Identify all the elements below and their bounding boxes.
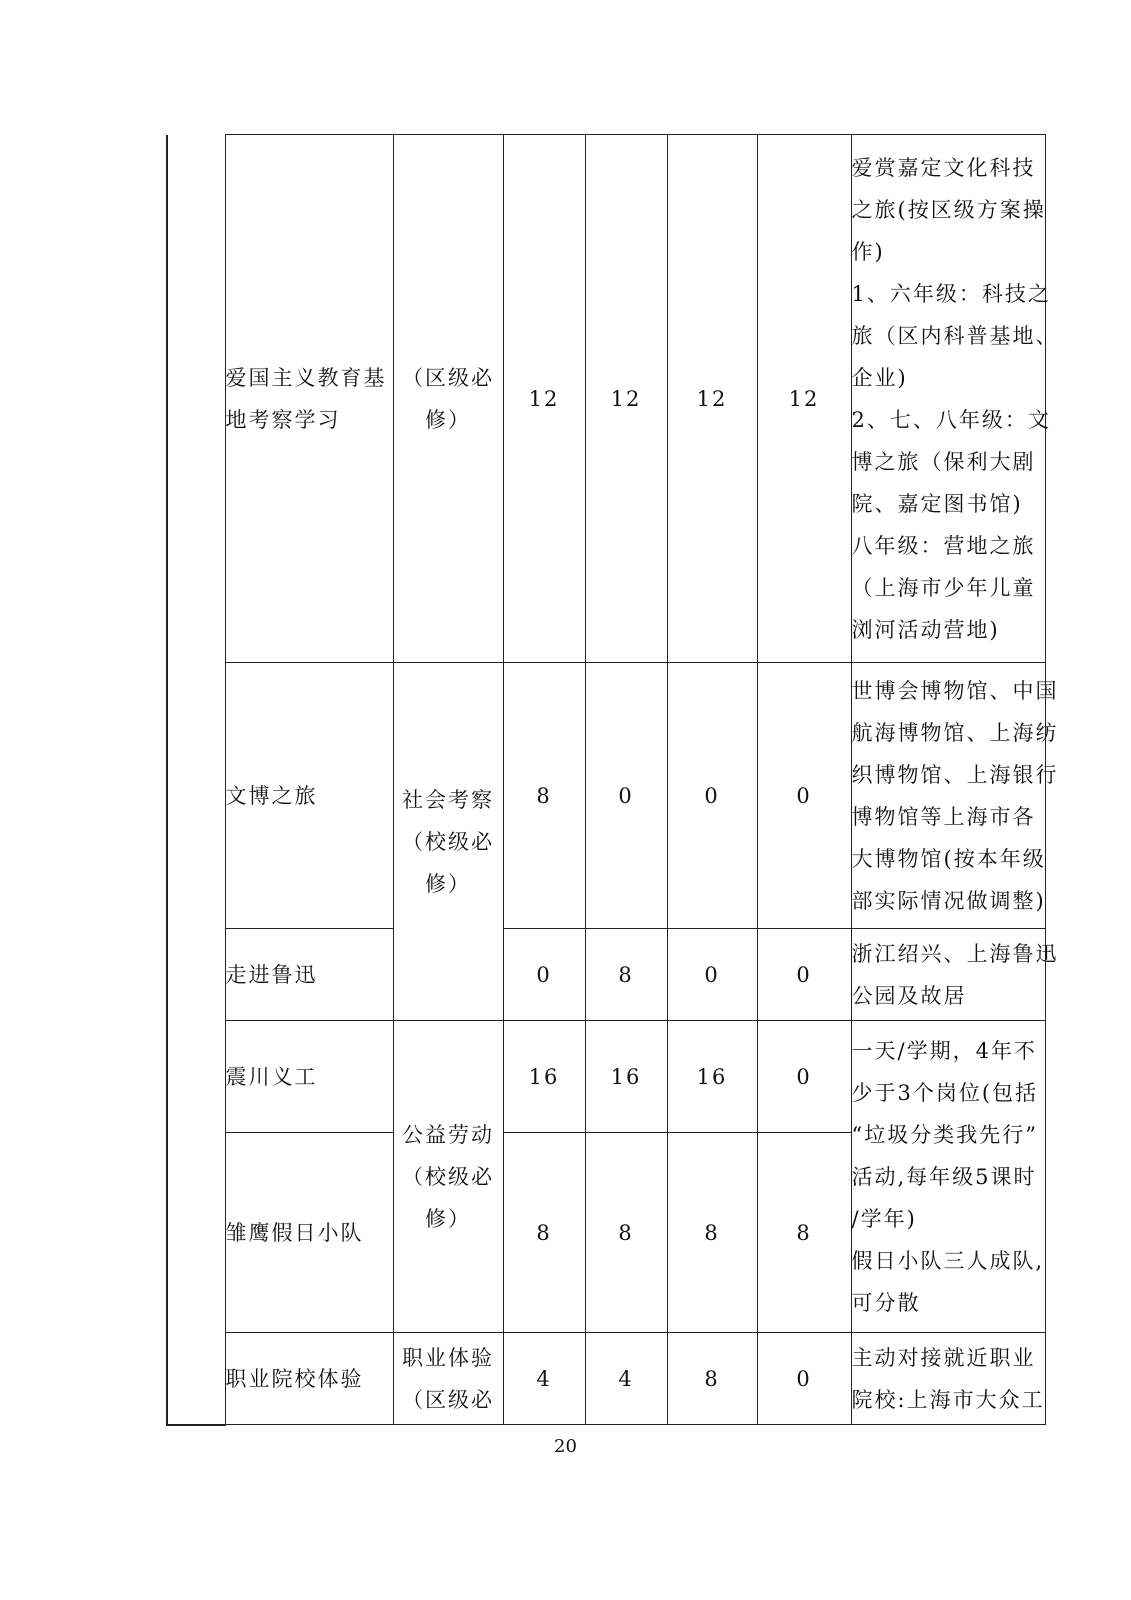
note-line: 航海博物馆、上海纺 bbox=[851, 720, 1059, 745]
note-cell bbox=[851, 135, 1059, 663]
activity-name-line: 爱国主义教育基 bbox=[225, 365, 387, 390]
table-row bbox=[167, 135, 1045, 663]
note-line: 少于3个岗位(包括 bbox=[851, 1080, 1039, 1105]
activity-name-cell: 雏鹰假日小队 bbox=[225, 1133, 393, 1333]
grade6-hours: 16 bbox=[503, 1021, 585, 1133]
activity-type-line: 职业体验 bbox=[402, 1345, 494, 1370]
grade8-hours: 16 bbox=[667, 1021, 757, 1133]
activity-name-cell: 走进鲁迅 bbox=[225, 929, 393, 1021]
grade6-hours: 0 bbox=[503, 929, 585, 1021]
note-line: 一天/学期，4年不 bbox=[851, 1038, 1037, 1063]
grade6-hours: 8 bbox=[503, 663, 585, 929]
note-line: 之旅(按区级方案操 bbox=[851, 197, 1046, 222]
activity-name-cell bbox=[225, 135, 393, 663]
course-table bbox=[166, 134, 1059, 1426]
grade9-hours: 8 bbox=[757, 1133, 851, 1333]
grade8-hours: 12 bbox=[667, 135, 757, 663]
grade9-hours: 0 bbox=[757, 1333, 851, 1425]
note-line: 织博物馆、上海银行 bbox=[851, 762, 1059, 787]
note-line: 1、六年级：科技之 bbox=[851, 281, 1051, 306]
table-row bbox=[167, 663, 1045, 929]
grade7-hours: 12 bbox=[585, 135, 667, 663]
activity-type-cell bbox=[393, 663, 503, 1021]
grade9-hours: 0 bbox=[757, 663, 851, 929]
table-row bbox=[167, 1333, 1045, 1425]
grade9-hours: 0 bbox=[757, 1021, 851, 1133]
note-cell bbox=[851, 929, 1059, 1021]
table-row bbox=[167, 929, 1045, 1021]
note-line: 院、嘉定图书馆) bbox=[851, 491, 1023, 516]
note-line: 大博物馆(按本年级 bbox=[851, 846, 1046, 871]
category-column bbox=[167, 135, 225, 1425]
grade7-hours: 0 bbox=[585, 663, 667, 929]
activity-name-cell: 职业院校体验 bbox=[225, 1333, 393, 1425]
table-row bbox=[167, 1021, 1045, 1133]
page-number: 20 bbox=[554, 1436, 577, 1457]
note-line: 活动,每年级5课时 bbox=[851, 1164, 1037, 1189]
note-line: 部实际情况做调整) bbox=[851, 888, 1046, 913]
activity-type-cell bbox=[393, 1021, 503, 1333]
note-line: 浙江绍兴、上海鲁迅 bbox=[851, 941, 1059, 966]
note-cell bbox=[851, 663, 1059, 929]
note-line: 主动对接就近职业 bbox=[851, 1345, 1036, 1370]
note-cell bbox=[851, 1333, 1045, 1425]
grade7-hours: 4 bbox=[585, 1333, 667, 1425]
note-line: /学年) bbox=[851, 1206, 917, 1231]
activity-type-cell bbox=[393, 135, 503, 663]
course-table-container bbox=[166, 134, 1059, 1426]
grade9-hours: 0 bbox=[757, 929, 851, 1021]
activity-type-line: 公益劳动 bbox=[402, 1122, 494, 1147]
note-line: 旅（区内科普基地、 bbox=[851, 323, 1059, 348]
note-line: “垃圾分类我先行” bbox=[851, 1122, 1038, 1147]
note-line: 博物馆等上海市各 bbox=[851, 804, 1036, 829]
note-line: 可分散 bbox=[851, 1290, 921, 1315]
activity-name-line: 地考察学习 bbox=[225, 407, 341, 432]
note-line: 浏河活动营地) bbox=[851, 617, 1000, 642]
note-cell bbox=[851, 1021, 1045, 1333]
grade8-hours: 0 bbox=[667, 663, 757, 929]
grade7-hours: 8 bbox=[585, 929, 667, 1021]
grade8-hours: 8 bbox=[667, 1333, 757, 1425]
activity-type-cell bbox=[393, 1333, 503, 1425]
activity-type-line: 修） bbox=[425, 871, 471, 896]
activity-type-line: 社会考察 bbox=[402, 787, 494, 812]
activity-type-line: （校级必 bbox=[402, 1164, 494, 1189]
activity-type-line: （区级必 bbox=[402, 1387, 494, 1412]
note-line: 假日小队三人成队, bbox=[851, 1248, 1045, 1273]
note-line: 企业) bbox=[851, 365, 908, 390]
grade6-hours: 4 bbox=[503, 1333, 585, 1425]
note-line: （上海市少年儿童 bbox=[851, 575, 1036, 600]
activity-name-cell: 震川义工 bbox=[225, 1021, 393, 1133]
grade8-hours: 8 bbox=[667, 1133, 757, 1333]
activity-name-cell: 文博之旅 bbox=[225, 663, 393, 929]
note-line: 作) bbox=[851, 239, 885, 264]
grade9-hours: 12 bbox=[757, 135, 851, 663]
activity-type-line: （校级必 bbox=[402, 829, 494, 854]
activity-type-line: （区级必 bbox=[402, 365, 494, 390]
note-line: 爱赏嘉定文化科技 bbox=[851, 155, 1036, 180]
note-line: 世博会博物馆、中国 bbox=[851, 678, 1059, 703]
note-line: 公园及故居 bbox=[851, 983, 967, 1008]
grade8-hours: 0 bbox=[667, 929, 757, 1021]
activity-type-line: 修） bbox=[425, 1206, 471, 1231]
note-line: 2、七、八年级：文 bbox=[851, 407, 1051, 432]
note-line: 博之旅（保利大剧 bbox=[851, 449, 1036, 474]
grade7-hours: 8 bbox=[585, 1133, 667, 1333]
grade6-hours: 8 bbox=[503, 1133, 585, 1333]
note-line: 院校:上海市大众工 bbox=[851, 1387, 1045, 1412]
note-line: 八年级：营地之旅 bbox=[851, 533, 1036, 558]
activity-type-line: 修） bbox=[425, 407, 471, 432]
grade7-hours: 16 bbox=[585, 1021, 667, 1133]
grade6-hours: 12 bbox=[503, 135, 585, 663]
